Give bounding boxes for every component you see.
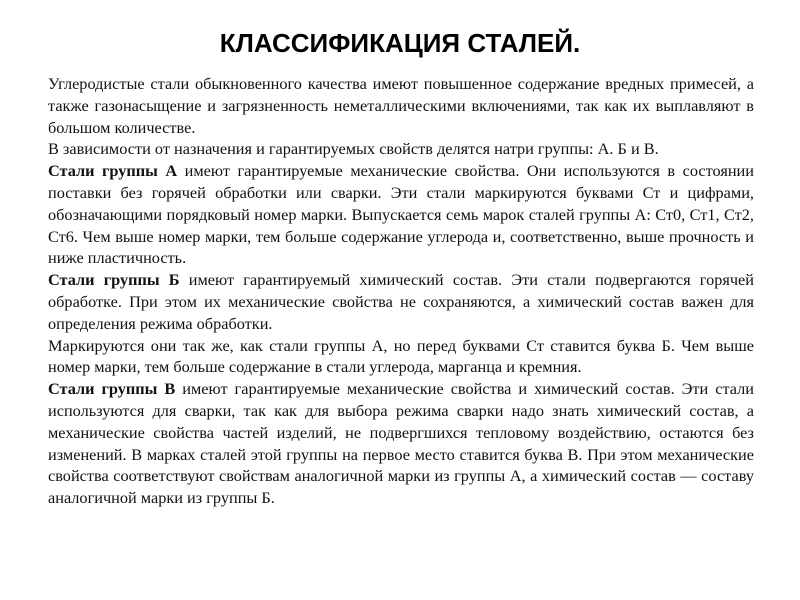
paragraph-groups bbox=[48, 138, 754, 160]
group-a-heading: Стали группы А bbox=[48, 161, 178, 181]
body-text bbox=[48, 73, 754, 509]
paragraph-text: имеют гарантируемые механические свойства и химический состав. Эти стали используются для сварки, так как для выбора режима сварки надо знать химический состав, а механические свойства частей изделий, не подвергшихся тепловому воздействию, остаются без изменений. В марках сталей этой группы на первое место ставится буква В. При этом механические свойства соответствуют свойствам аналогичной марки из группы А, а химический состав — составу аналогичной марки из группы Б. bbox=[48, 379, 754, 508]
paragraph-text: Маркируются они так же, как стали группы А, но перед буквами Ст ставится буква Б. Чем выше номер марки, тем больше содержание в стали углерода, марганца и кремния. bbox=[48, 335, 754, 377]
paragraph-group-b bbox=[48, 269, 754, 334]
paragraph-group-v bbox=[48, 378, 754, 509]
page-title: КЛАССИФИКАЦИЯ СТАЛЕЙ. bbox=[219, 28, 581, 58]
paragraph-text: Углеродистые стали обыкновенного качества имеют повышенное содержание вредных примесей, а также газонасыщение и загрязненность неметаллическими включениями, так как их выплавляют в большом количестве. bbox=[48, 74, 754, 137]
paragraph-text: имеют гарантируемые механические свойства. Они используются в состоянии поставки без горячей обработки или сварки. Эти стали маркируются буквами Ст и цифрами, обозначающими порядковый номер марки. Выпускается семь марок сталей группы А: Ст0, Ст1, Ст2, Ст6. Чем выше номер марки, тем больше содержание углерода и, соответственно, выше прочность и ниже пластичность. bbox=[48, 161, 754, 268]
group-b-heading: Стали группы Б bbox=[48, 270, 180, 290]
paragraph-text: В зависимости от назначения и гарантируемых свойств делятся натри группы: А. Б и В. bbox=[48, 139, 659, 159]
paragraph-group-b-marking bbox=[48, 335, 754, 379]
paragraph-intro bbox=[48, 73, 754, 138]
paragraph-group-a bbox=[48, 160, 754, 269]
group-v-heading: Стали группы В bbox=[48, 379, 176, 399]
paragraph-text: имеют гарантируемый химический состав. Эти стали подвергаются горячей обработке. При этом их механические свойства не сохраняются, а химический состав важен для определения режима обработки. bbox=[48, 270, 754, 333]
